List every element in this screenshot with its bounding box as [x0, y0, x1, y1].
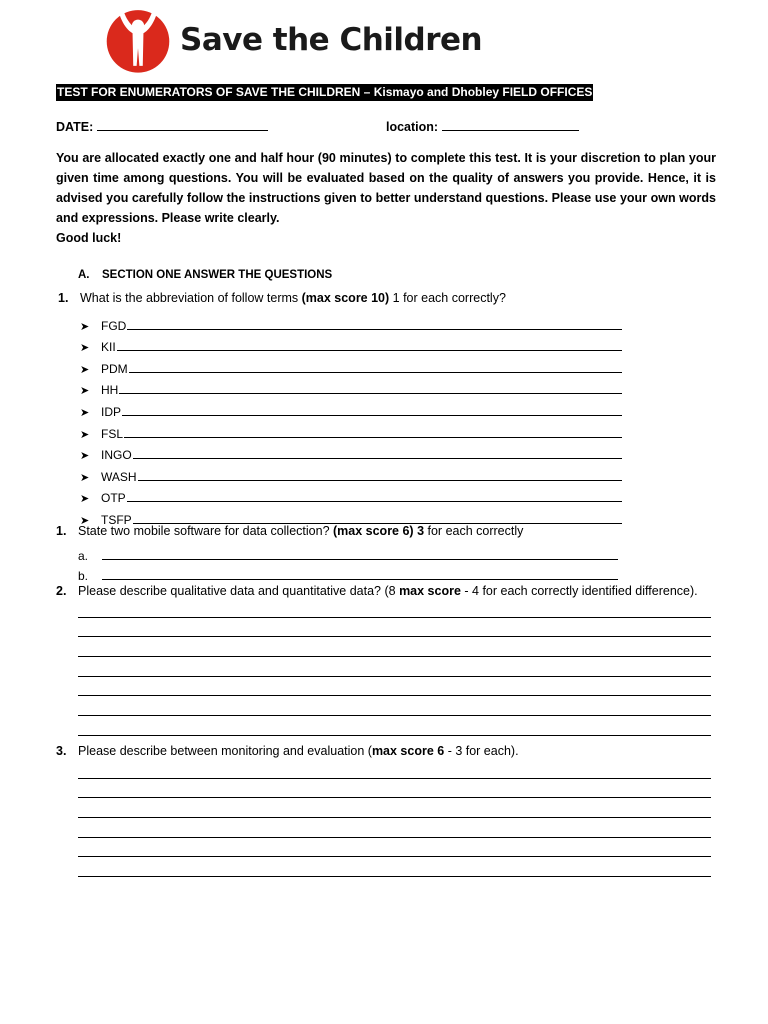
abbreviation-term: PDM: [101, 361, 128, 376]
question-1: [58, 291, 506, 305]
date-blank-line[interactable]: [97, 118, 268, 131]
answer-line[interactable]: [127, 500, 622, 502]
arrow-bullet-icon: ➤: [80, 363, 90, 376]
answer-line[interactable]: [78, 696, 711, 716]
answer-line[interactable]: [78, 637, 711, 657]
answer-line[interactable]: [129, 371, 622, 373]
answer-line[interactable]: [117, 349, 622, 351]
answer-line[interactable]: [78, 838, 711, 858]
section-heading: [78, 269, 332, 281]
arrow-bullet-icon: ➤: [80, 342, 90, 355]
abbreviation-term: FGD: [101, 318, 127, 333]
abbreviation-term: FSL: [101, 426, 124, 441]
question-number: 2.: [56, 584, 67, 598]
arrow-bullet-icon: ➤: [80, 471, 90, 484]
question-2-answer-lines: [78, 598, 711, 736]
question-score: max score: [399, 584, 461, 598]
answer-line[interactable]: [78, 798, 711, 818]
answer-line[interactable]: [133, 457, 622, 459]
item-label: a.: [78, 549, 89, 563]
abbreviation-term: OTP: [101, 491, 126, 506]
abbreviation-item: [80, 419, 640, 441]
child-arms-raised-logo-icon: [104, 4, 172, 76]
arrow-bullet-icon: ➤: [80, 406, 90, 419]
question-text: State two mobile software for data collection?: [78, 524, 333, 538]
question-text-end: 1 for each correctly?: [389, 291, 506, 305]
answer-line[interactable]: [102, 559, 618, 560]
question-text-end: for each correctly: [424, 524, 524, 538]
software-answer-item: [78, 543, 618, 563]
answer-line[interactable]: [78, 677, 711, 697]
answer-line[interactable]: [78, 618, 711, 638]
location-blank-line[interactable]: [442, 118, 579, 131]
question-number: 1.: [58, 291, 69, 305]
arrow-bullet-icon: ➤: [80, 320, 90, 333]
abbreviation-term: HH: [101, 383, 119, 398]
question-text: Please describe between monitoring and evaluation (: [78, 744, 372, 758]
abbreviation-term: IDP: [101, 404, 122, 419]
answer-line[interactable]: [78, 857, 711, 877]
answer-line[interactable]: [102, 579, 618, 580]
answer-line[interactable]: [78, 657, 711, 677]
test-title: TEST FOR ENUMERATORS OF SAVE THE CHILDREN – Kismayo and Dhobley FIELD OFFICES: [57, 85, 593, 99]
software-answer-list: [78, 543, 618, 583]
answer-line[interactable]: [122, 414, 622, 416]
answer-line[interactable]: [119, 392, 622, 394]
answer-line[interactable]: [78, 759, 711, 779]
question-score: (max score 10): [301, 291, 390, 305]
instructions-paragraph: You are allocated exactly one and half hour (90 minutes) to complete this test. It is your discretion to plan your given time among questions. You will be evaluated based on the quality of answers you provide. Hence, it is advised you carefully follow the instructions given to better understand questions. Please use your own words and expressions. Please write clearly.: [56, 151, 716, 225]
arrow-bullet-icon: ➤: [80, 428, 90, 441]
question-text-end: - 3 for each).: [444, 744, 519, 758]
abbreviation-term: WASH: [101, 469, 137, 484]
question-2: [56, 584, 698, 598]
answer-line[interactable]: [78, 779, 711, 799]
date-label: DATE:: [56, 120, 94, 134]
answer-line[interactable]: [138, 479, 622, 481]
answer-line[interactable]: [78, 598, 711, 618]
question-number: 3.: [56, 744, 67, 758]
abbreviation-term: INGO: [101, 448, 132, 463]
abbreviation-list: [80, 311, 640, 527]
save-the-children-logo: [104, 2, 482, 78]
question-3-answer-lines: [78, 759, 711, 877]
instructions: [56, 148, 716, 248]
abbreviation-item: [80, 397, 640, 419]
abbreviation-term: KII: [101, 340, 116, 355]
arrow-bullet-icon: ➤: [80, 450, 90, 463]
abbreviation-item: [80, 462, 640, 484]
answer-line[interactable]: [127, 328, 622, 330]
abbreviation-term: TSFP: [101, 512, 132, 527]
location-field: [386, 118, 579, 134]
question-mobile-software: [56, 524, 524, 538]
location-label: location:: [386, 120, 439, 134]
logo-wordmark: Save the Children: [180, 22, 483, 58]
question-text-end: - 4 for each correctly identified difference).: [460, 584, 698, 598]
question-text: Please describe qualitative data and quantitative data? (8: [78, 584, 400, 598]
question-score: max score 6: [371, 744, 445, 758]
question-3: [56, 744, 519, 758]
abbreviation-item: [80, 333, 640, 355]
section-letter: A.: [78, 269, 90, 281]
section-title: SECTION ONE ANSWER THE QUESTIONS: [102, 269, 333, 281]
answer-line[interactable]: [124, 436, 622, 438]
answer-line[interactable]: [78, 818, 711, 838]
arrow-bullet-icon: ➤: [80, 493, 90, 506]
date-field: [56, 118, 268, 134]
question-number: 1.: [56, 524, 67, 538]
question-text: What is the abbreviation of follow terms: [80, 291, 302, 305]
software-answer-item: [78, 563, 618, 583]
item-label: b.: [78, 569, 89, 583]
abbreviation-item: [80, 441, 640, 463]
abbreviation-item: [80, 376, 640, 398]
abbreviation-item: [80, 311, 640, 333]
answer-line[interactable]: [78, 716, 711, 736]
question-score: (max score 6) 3: [333, 524, 425, 538]
arrow-bullet-icon: ➤: [80, 514, 90, 527]
abbreviation-item: [80, 484, 640, 506]
good-luck-text: Good luck!: [56, 231, 122, 245]
abbreviation-item: [80, 354, 640, 376]
arrow-bullet-icon: ➤: [80, 385, 90, 398]
